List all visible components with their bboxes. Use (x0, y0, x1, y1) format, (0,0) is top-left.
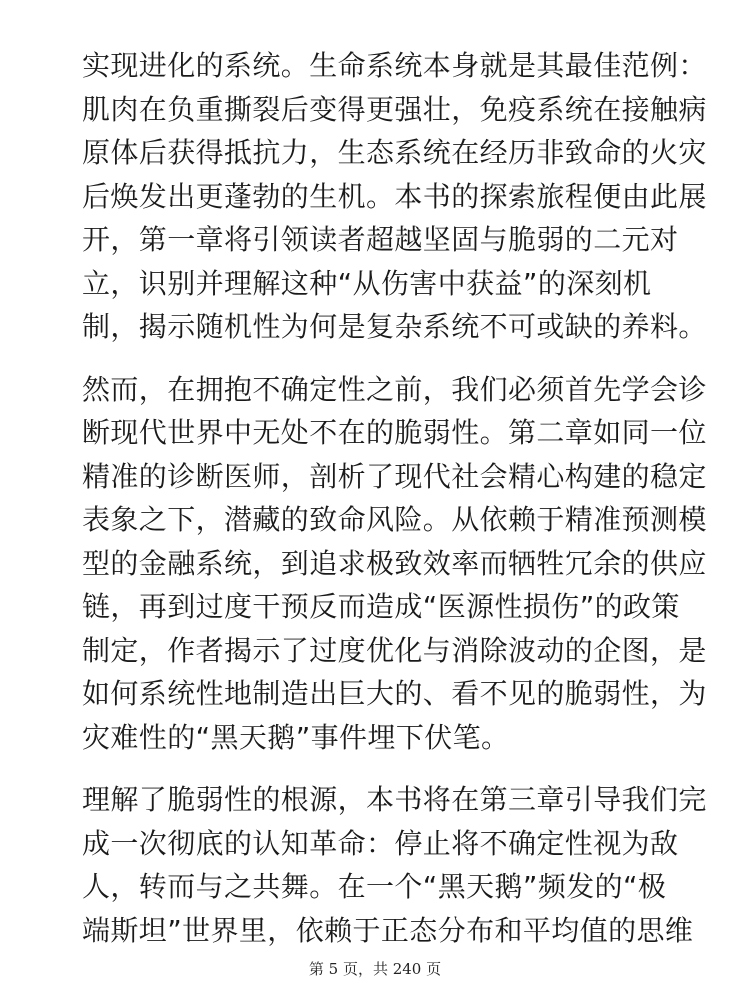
body-text (82, 44, 707, 952)
text-line: 原体后获得抵抗力，生态系统在经历非致命的火灾 (82, 136, 707, 169)
text-line: 型的金融系统，到追求极致效率而牺牲冗余的供应 (82, 546, 707, 580)
text-line: 表象之下，潜藏的致命风险。从依赖于精准预测模 (82, 503, 707, 536)
text-line: 成一次彻底的认知革命：停止将不确定性视为敌 (82, 826, 679, 860)
text-line: 断现代世界中无处不在的脆弱性。第二章如同一位 (82, 416, 707, 449)
paragraph-3 (82, 778, 707, 952)
paragraph-1 (82, 44, 707, 349)
text-line: 理解了脆弱性的根源，本书将在第三章引导我们完 (82, 783, 707, 816)
text-line: 制定，作者揭示了过度优化与消除波动的企图，是 (82, 633, 707, 667)
text-line: 人，转而与之共舞。在一个“黑天鹅”频发的“极 (82, 870, 667, 903)
text-line: 端斯坦”世界里，依赖于正态分布和平均值的思维 (82, 913, 694, 947)
text-line: 灾难性的“黑天鹅”事件埋下伏笔。 (82, 720, 510, 754)
text-line: 后焕发出更蓬勃的生机。本书的探索旅程便由此展 (82, 179, 707, 213)
text-line: 如何系统性地制造出巨大的、看不见的脆弱性，为 (82, 677, 707, 710)
text-line: 然而，在拥抱不确定性之前，我们必须首先学会诊 (82, 372, 707, 406)
page-number-footer: 第 5 页，共 240 页 (308, 960, 442, 978)
text-line: 制，揭示随机性为何是复杂系统不可或缺的养料。 (82, 310, 707, 343)
text-line: 肌肉在负重撕裂后变得更强壮，免疫系统在接触病 (82, 92, 707, 126)
text-line: 立，识别并理解这种“从伤害中获益”的深刻机 (82, 266, 652, 300)
paragraph-2 (82, 368, 707, 760)
text-line: 实现进化的系统。生命系统本身就是其最佳范例： (82, 49, 707, 82)
text-line: 精准的诊断医师，剖析了现代社会精心构建的稳定 (82, 459, 707, 493)
text-line: 开，第一章将引领读者超越坚固与脆弱的二元对 (82, 223, 679, 256)
text-line: 链，再到过度干预反而造成“医源性损伤”的政策 (82, 590, 680, 623)
